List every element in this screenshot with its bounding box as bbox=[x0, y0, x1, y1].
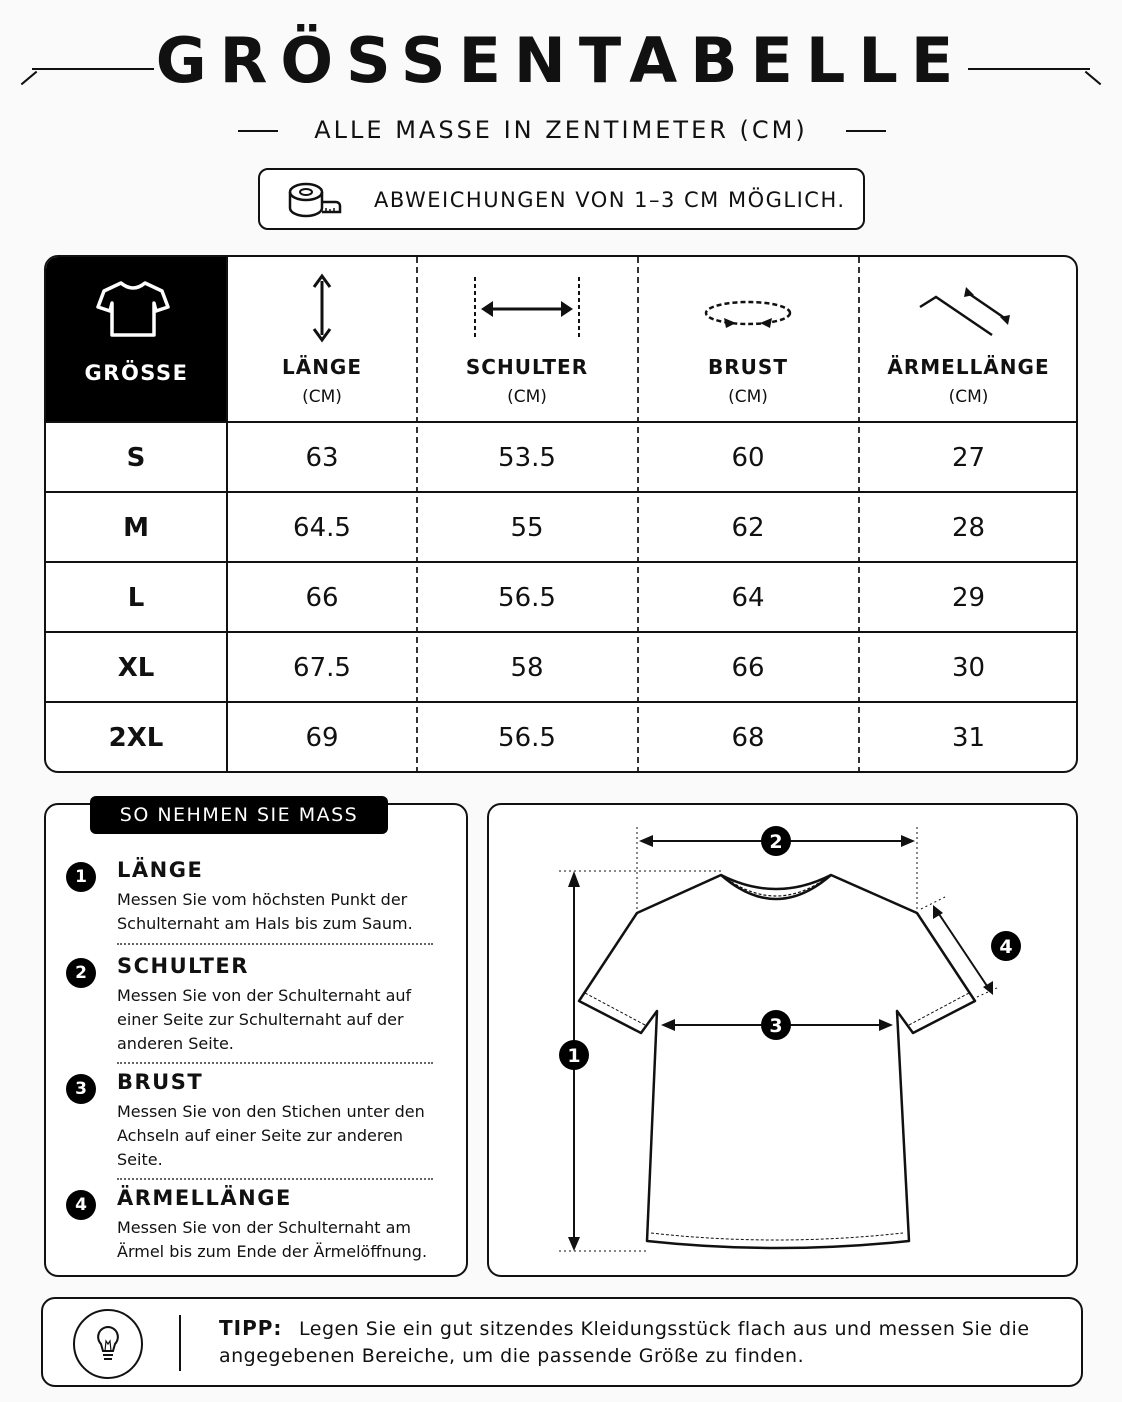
step-number-badge: 4 bbox=[66, 1190, 96, 1220]
marker-2-label: 2 bbox=[769, 831, 783, 853]
size-cell: M bbox=[123, 513, 149, 543]
value-cell: 66 bbox=[731, 653, 765, 683]
value-cell: 27 bbox=[951, 443, 986, 473]
size-header-label: GRÖSSE bbox=[84, 361, 189, 385]
column-unit: (CM) bbox=[948, 387, 989, 407]
measuring-tape-icon bbox=[284, 178, 344, 222]
how-to-measure-title: SO NEHMEN SIE MASS bbox=[90, 796, 388, 834]
size-table bbox=[44, 255, 1078, 773]
column-header-aermellaenge bbox=[859, 257, 1078, 421]
step-number-badge: 1 bbox=[66, 862, 96, 892]
marker-1-label: 1 bbox=[567, 1045, 581, 1067]
value-cell: 60 bbox=[731, 443, 765, 473]
step-description: Messen Sie von den Stichen unter den Achseln auf einer Seite zur anderen Seite. bbox=[117, 1102, 425, 1169]
tshirt-measurement-diagram bbox=[487, 803, 1078, 1277]
step-separator bbox=[117, 1062, 433, 1064]
deviation-note-text: ABWEICHUNGEN VON 1–3 CM MÖGLICH. bbox=[374, 188, 846, 212]
value-cell: 69 bbox=[305, 723, 339, 753]
value-cell: 62 bbox=[731, 513, 765, 543]
step-description: Messen Sie vom höchsten Punkt der Schulternaht am Hals bis zum Saum. bbox=[117, 890, 413, 933]
column-header-brust bbox=[638, 257, 858, 421]
horizontal-arrow-icon bbox=[467, 273, 587, 343]
step-title: LÄNGE bbox=[117, 858, 204, 882]
tshirt-icon bbox=[96, 279, 170, 339]
page-subtitle: ALLE MASSE IN ZENTIMETER (CM) bbox=[314, 116, 808, 144]
lightbulb-icon bbox=[73, 1309, 143, 1379]
step-title: ÄRMELLÄNGE bbox=[117, 1186, 292, 1210]
sleeve-arrow-icon bbox=[914, 273, 1024, 343]
value-cell: 68 bbox=[731, 723, 765, 753]
value-cell: 66 bbox=[305, 583, 339, 613]
column-name: LÄNGE bbox=[281, 355, 363, 379]
page-title: GRÖSSENTABELLE bbox=[155, 24, 967, 97]
vertical-arrow-icon bbox=[310, 273, 334, 343]
step-number-badge: 2 bbox=[66, 958, 96, 988]
size-cell: XL bbox=[117, 653, 155, 683]
column-header-schulter bbox=[417, 257, 637, 421]
value-cell: 31 bbox=[951, 723, 986, 753]
value-cell: 29 bbox=[951, 583, 986, 613]
size-cell: L bbox=[127, 583, 145, 613]
circular-arrow-icon bbox=[698, 273, 798, 343]
step-description: Messen Sie von der Schulternaht am Ärmel bis zum Ende der Ärmelöffnung. bbox=[117, 1218, 428, 1261]
value-cell: 55 bbox=[510, 513, 544, 543]
value-cell: 64 bbox=[731, 583, 765, 613]
step-title: SCHULTER bbox=[117, 954, 249, 978]
column-name: ÄRMELLÄNGE bbox=[887, 355, 1050, 379]
value-cell: 56.5 bbox=[498, 723, 556, 753]
deviation-note bbox=[258, 168, 865, 230]
size-cell: S bbox=[126, 443, 146, 473]
step-description: Messen Sie von der Schulternaht auf einer Seite zur Schulternaht auf der anderen Seite. bbox=[117, 986, 412, 1053]
tip-divider bbox=[179, 1315, 181, 1371]
column-unit: (CM) bbox=[302, 387, 342, 407]
column-unit: (CM) bbox=[728, 387, 768, 407]
value-cell: 53.5 bbox=[498, 443, 556, 473]
step-separator bbox=[117, 943, 433, 945]
marker-4-label: 4 bbox=[999, 936, 1013, 958]
tshirt-outline-icon bbox=[489, 805, 1080, 1279]
value-cell: 67.5 bbox=[293, 653, 351, 683]
column-header-laenge bbox=[228, 257, 416, 421]
tip-label: TIPP: bbox=[219, 1316, 283, 1340]
value-cell: 63 bbox=[305, 443, 339, 473]
value-cell: 30 bbox=[951, 653, 986, 683]
value-cell: 56.5 bbox=[498, 583, 556, 613]
step-number-badge: 3 bbox=[66, 1074, 96, 1104]
tip-text: Legen Sie ein gut sitzendes Kleidungsstück flach aus und messen Sie die angegebenen Bereiche, um die passende Größe zu finden. bbox=[219, 1318, 1030, 1367]
tip-box bbox=[41, 1297, 1083, 1387]
column-name: SCHULTER bbox=[465, 355, 589, 379]
value-cell: 28 bbox=[951, 513, 986, 543]
size-header-cell bbox=[46, 257, 227, 421]
value-cell: 58 bbox=[510, 653, 544, 683]
step-title: BRUST bbox=[117, 1070, 204, 1094]
marker-3-label: 3 bbox=[769, 1015, 783, 1037]
column-unit: (CM) bbox=[507, 387, 547, 407]
value-cell: 64.5 bbox=[293, 513, 351, 543]
size-cell: 2XL bbox=[108, 723, 164, 753]
column-name: BRUST bbox=[708, 355, 788, 379]
step-separator bbox=[117, 1178, 433, 1180]
